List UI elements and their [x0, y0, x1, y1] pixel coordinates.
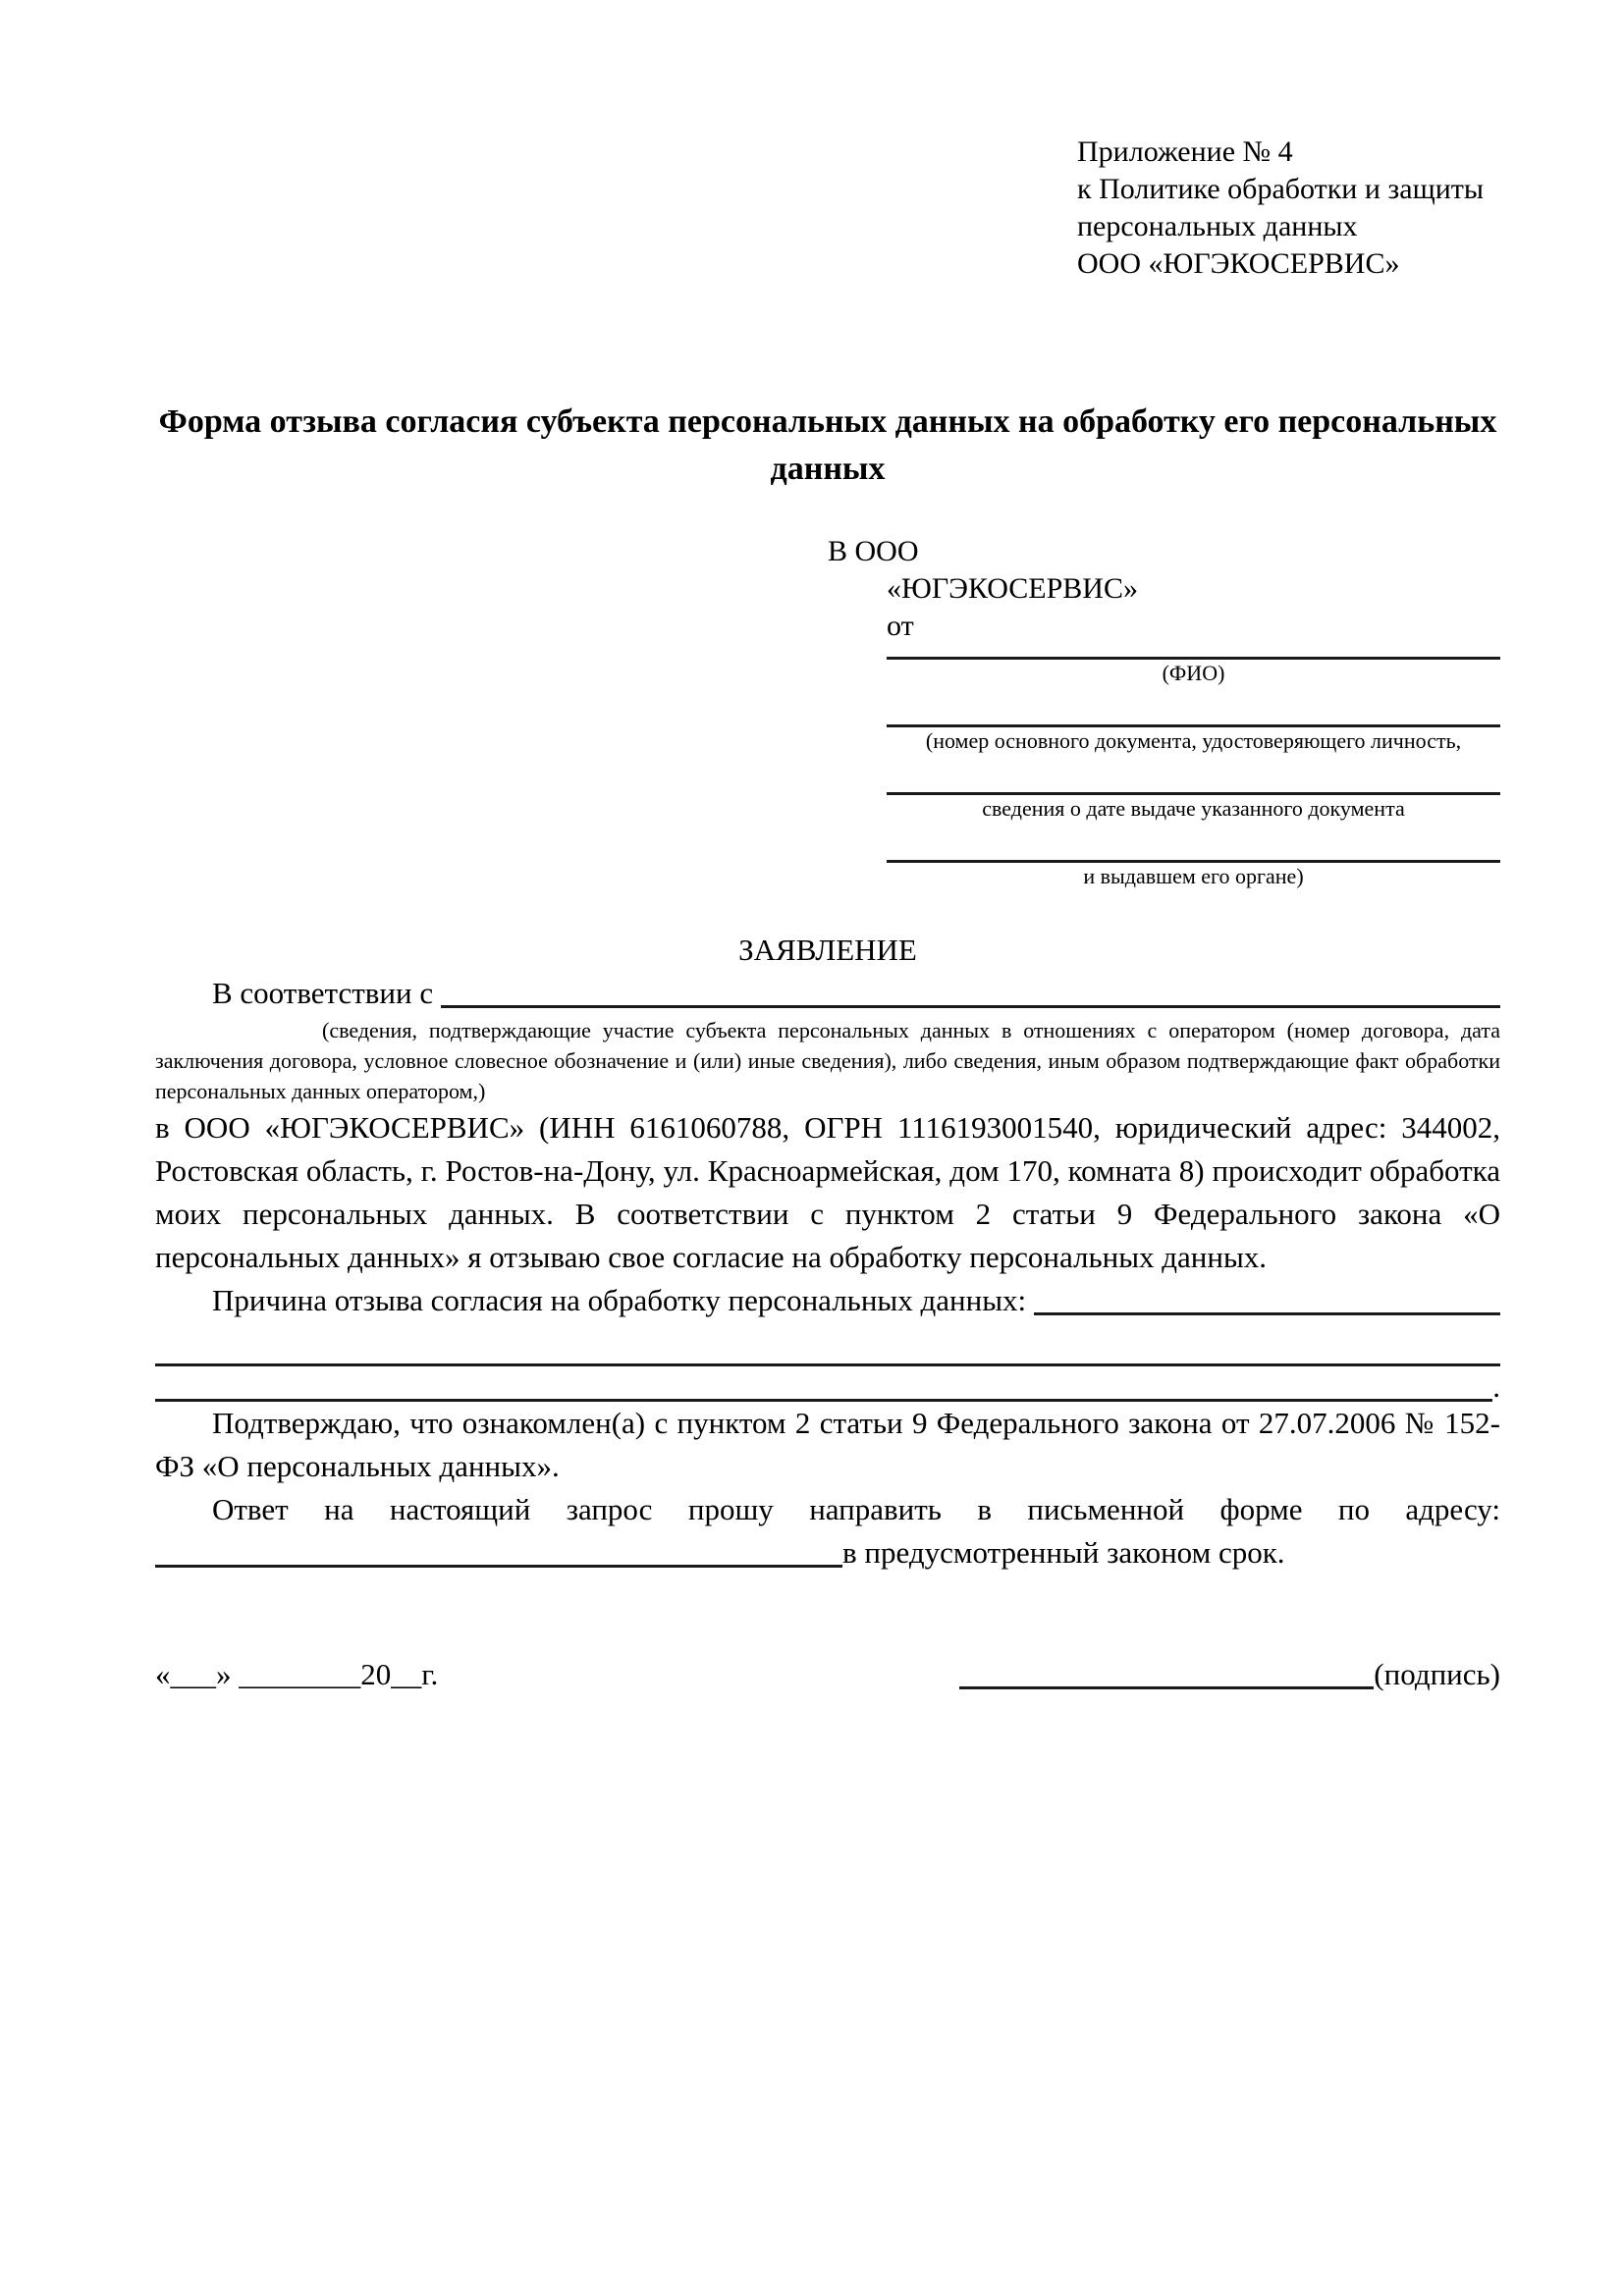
footer — [155, 1653, 1500, 1696]
signature-caption: (подпись) — [1374, 1657, 1500, 1691]
doc-date-caption: сведения о дате выдаче указанного документа — [982, 796, 1405, 821]
doc-issuer-blank — [887, 823, 1500, 863]
reason-blank-2 — [155, 1366, 1492, 1402]
confirm-paragraph: Подтверждаю, что ознакомлен(а) с пунктом 2 статьи 9 Федерального закона от 27.07.2006 № 152-ФЗ «О персональных данных». — [155, 1406, 1500, 1483]
reason-blank-line-2 — [155, 1366, 1500, 1402]
period-mark: . — [1492, 1369, 1500, 1404]
address-blank — [155, 1531, 842, 1568]
statement-section — [155, 929, 1500, 1575]
form-title: Форма отзыва согласия субъекта персональных данных на обработку его персональных данных — [158, 403, 1497, 487]
doc-number-blank — [887, 687, 1500, 727]
annex-line-3: персональных данных — [1077, 210, 1358, 242]
recipient-org: «ЮГЭКОСЕРВИС» — [887, 572, 1138, 605]
recipient-block — [828, 533, 1500, 890]
date-line: «___» ________20__г. — [155, 1657, 439, 1691]
doc-number-caption: (номер основного документа, удостоверяющего личность, — [925, 728, 1462, 753]
reason-label: Причина отзыва согласия на обработку персональных данных: — [212, 1283, 1027, 1317]
annex-line-4: ООО «ЮГЭКОСЕРВИС» — [1077, 247, 1400, 280]
recipient-from: от — [887, 610, 914, 642]
annex-block — [1077, 133, 1509, 283]
accordance-blank — [441, 972, 1500, 1008]
annex-line-2: к Политике обработки и защиты — [1077, 173, 1485, 205]
reason-blank-line-1 — [155, 1322, 1500, 1366]
statement-heading: ЗАЯВЛЕНИЕ — [738, 933, 917, 967]
doc-issuer-caption: и выдавшем его органе) — [1083, 864, 1304, 888]
doc-date-blank — [887, 755, 1500, 795]
fio-caption: (ФИО) — [1162, 661, 1225, 685]
accordance-line — [155, 972, 1500, 1015]
accordance-label: В соответствии с — [212, 976, 434, 1010]
reply-paragraph: Ответ на настоящий запрос прошу направить в письменной форме по адресу: — [212, 1492, 1500, 1526]
body-paragraph: в ООО «ЮГЭКОСЕРВИС» (ИНН 6161060788, ОГРН 1116193001540, юридический адрес: 344002, Ростовская область, г. Ростов-на-Дону, ул. Красноармейская, дом 170, комната 8) происходит обработка моих персональных данных. В соответствии с пунктом 2 статьи 9 Федерального закона «О персональных данных» я отзываю свое согласие на обработку персональных данных. — [155, 1110, 1500, 1274]
signature-blank — [959, 1653, 1374, 1689]
reason-line — [155, 1279, 1500, 1322]
annex-line-1: Приложение № 4 — [1077, 135, 1293, 168]
reason-blank — [1034, 1279, 1500, 1315]
recipient-to: В ООО — [828, 535, 919, 567]
reply-tail: в предусмотренный законом срок. — [842, 1535, 1285, 1570]
reply-address-line — [155, 1531, 1500, 1575]
note-text: (сведения, подтверждающие участие субъекта персональных данных в отношениях с оператором (номер договора, дата заключения договора, условное словесное обозначение и (или) иные сведения), либо сведения, иным образом подтверждающие факт обработки персональных данных оператором,) — [155, 1018, 1500, 1103]
fio-blank — [887, 645, 1500, 660]
signature-line — [959, 1653, 1500, 1696]
